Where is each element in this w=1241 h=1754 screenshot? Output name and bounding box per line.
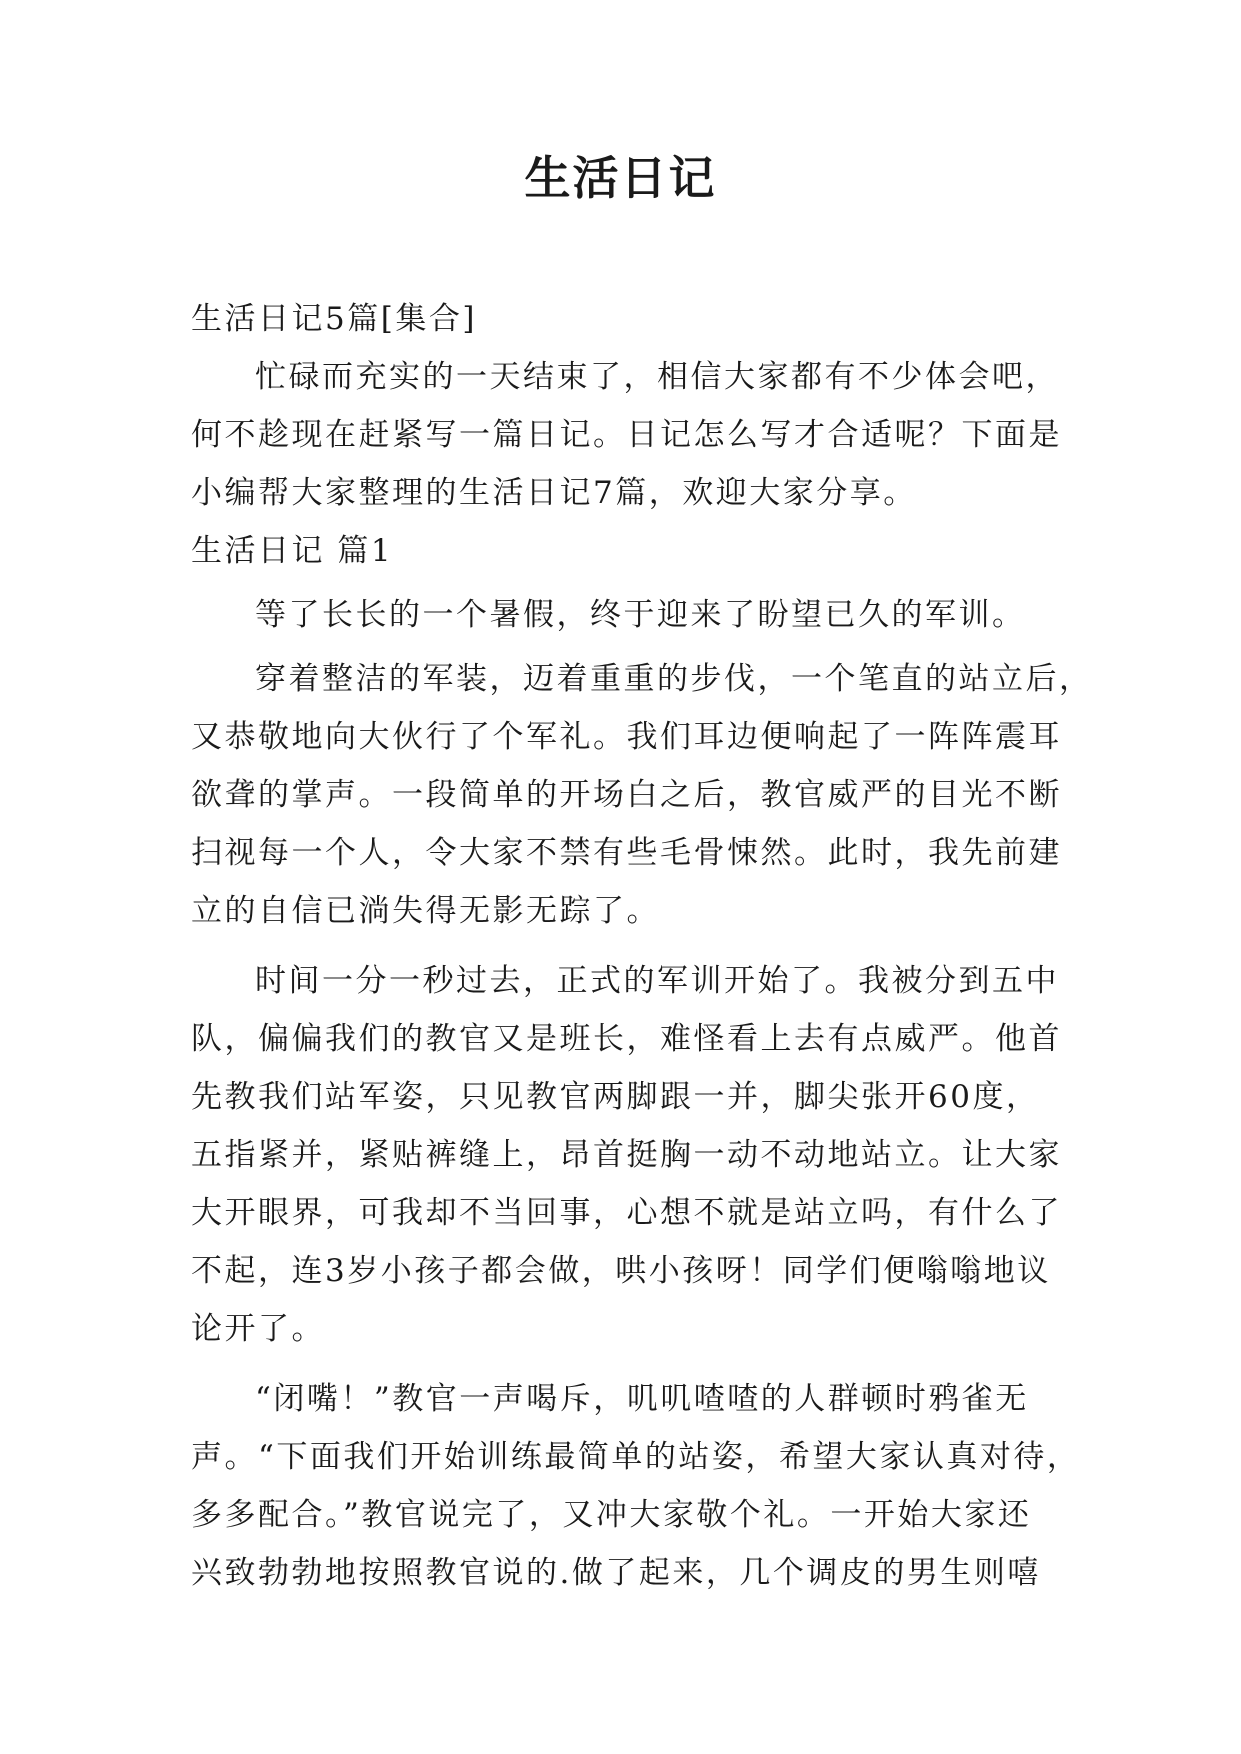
paragraph-line: 五指紧并，紧贴裤缝上，昂首挺胸一动不动地站立。让大家 xyxy=(191,1137,1062,1173)
paragraph-line: 不起，连3岁小孩子都会做，哄小孩呀！同学们便嗡嗡地议 xyxy=(191,1253,1051,1289)
paragraph-line: 时间一分一秒过去，正式的军训开始了。我被分到五中 xyxy=(255,963,1059,999)
paragraph-line: 立的自信已淌失得无影无踪了。 xyxy=(191,893,660,929)
paragraph-line: 大开眼界，可我却不当回事，心想不就是站立吗，有什么了 xyxy=(191,1195,1062,1231)
body-paragraph xyxy=(191,586,1051,644)
body-paragraph xyxy=(191,1370,1081,1602)
paragraph-line: 扫视每一个人，令大家不禁有些毛骨悚然。此时，我先前建 xyxy=(191,835,1062,871)
intro-line: 忙碌而充实的一天结束了，相信大家都有不少体会吧， xyxy=(255,359,1059,395)
paragraph-line: 穿着整洁的军装，迈着重重的步伐，一个笔直的站立后， xyxy=(255,661,1093,697)
document-subtitle: 生活日记5篇[集合] xyxy=(191,301,477,337)
paragraph-line: 队，偏偏我们的教官又是班长，难怪看上去有点威严。他首 xyxy=(191,1021,1062,1057)
paragraph-line: 声。“下面我们开始训练最简单的站姿，希望大家认真对待， xyxy=(191,1439,1081,1475)
intro-line: 小编帮大家整理的生活日记7篇，欢迎大家分享。 xyxy=(191,475,917,511)
paragraph-line: “闭嘴！”教官一声喝斥，叽叽喳喳的人群顿时鸦雀无 xyxy=(255,1381,1029,1417)
paragraph-line: 论开了。 xyxy=(191,1311,325,1347)
document-title: 生活日记 xyxy=(524,151,717,205)
paragraph-line: 欲聋的掌声。一段简单的开场白之后，教官威严的目光不断 xyxy=(191,777,1062,813)
intro-paragraph xyxy=(191,348,1062,522)
body-paragraph xyxy=(191,650,1093,940)
section-heading: 生活日记 篇1 xyxy=(191,533,394,569)
paragraph-line: 兴致勃勃地按照教官说的.做了起来，几个调皮的男生则嘻 xyxy=(191,1555,1041,1591)
body-paragraph xyxy=(191,952,1062,1358)
intro-line: 何不趁现在赶紧写一篇日记。日记怎么写才合适呢？下面是 xyxy=(191,417,1062,453)
paragraph-line: 先教我们站军姿，只见教官两脚跟一并，脚尖张开60度， xyxy=(191,1079,1040,1115)
paragraph-line: 等了长长的一个暑假，终于迎来了盼望已久的军训。 xyxy=(255,597,1026,633)
document-body xyxy=(191,290,1093,1602)
paragraph-line: 又恭敬地向大伙行了个军礼。我们耳边便响起了一阵阵震耳 xyxy=(191,719,1062,755)
paragraph-line: 多多配合。”教官说完了，又冲大家敬个礼。一开始大家还 xyxy=(191,1497,1032,1533)
